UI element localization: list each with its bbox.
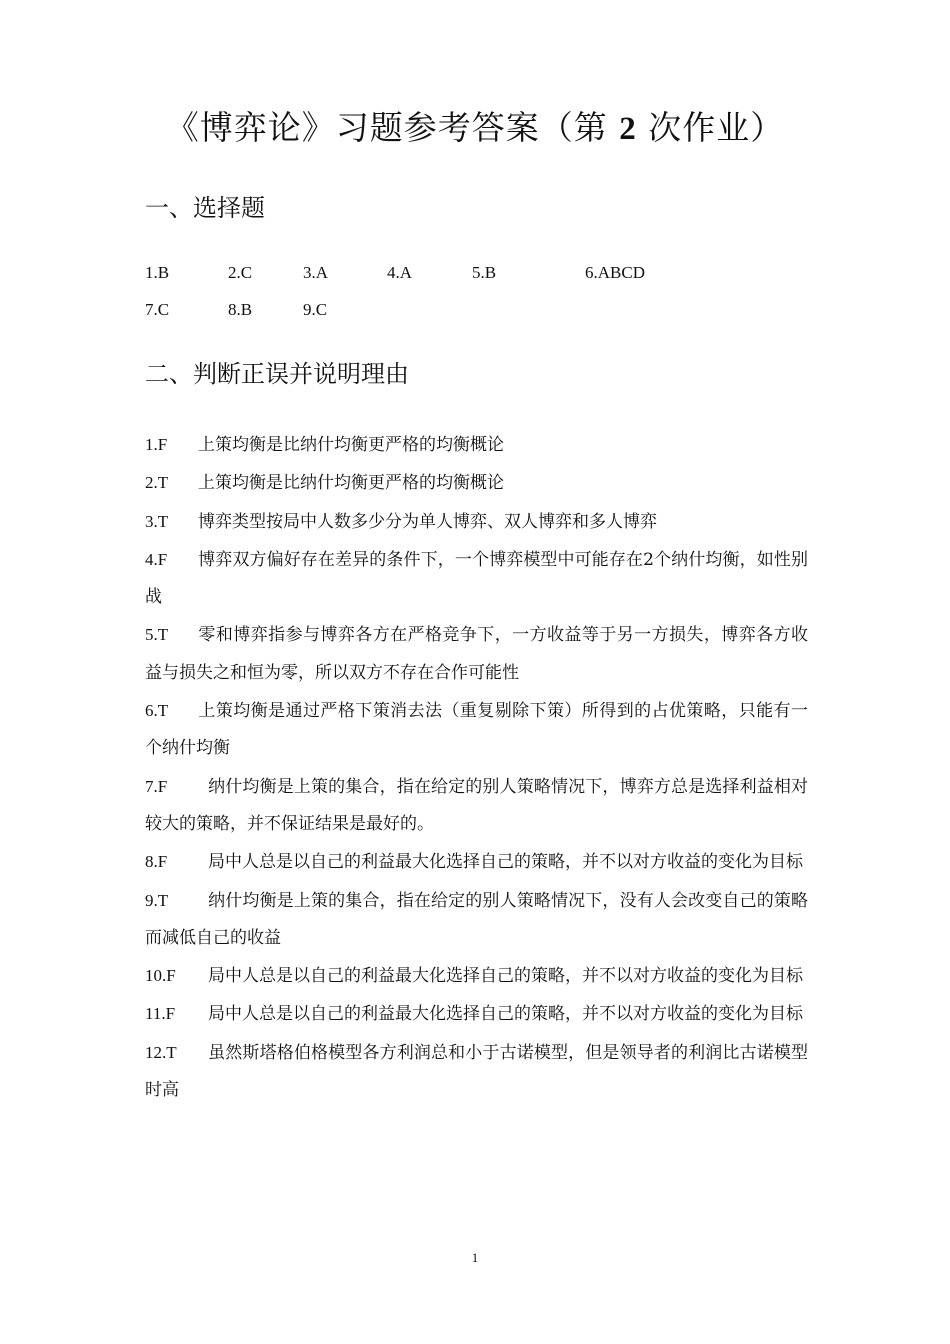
section-heading-true-false: 二、判断正误并说明理由 bbox=[145, 360, 409, 388]
mc-answer: 2.C bbox=[228, 263, 253, 282]
tf-explanation: 博弈类型按局中人数多少分为单人博弈、双人博弈和多人博弈 bbox=[198, 511, 657, 532]
tf-explanation: 上策均衡是比纳什均衡更严格的均衡概论 bbox=[198, 473, 504, 494]
tf-answer-label: 12.T bbox=[145, 1042, 177, 1062]
section-heading-multiple-choice: 一、选择题 bbox=[145, 194, 265, 222]
page-number: 1 bbox=[471, 1250, 479, 1265]
true-false-item bbox=[145, 1034, 808, 1110]
tf-explanation: 博弈双方偏好存在差异的条件下，一个博弈模型中可能存在2个纳什均衡，如性别战 bbox=[145, 549, 808, 608]
tf-answer-label: 3.T bbox=[145, 511, 169, 531]
tf-explanation: 纳什均衡是上策的集合，指在给定的别人策略情况下，博弈方总是选择利益相对较大的策略，并不保证结果是最好的。 bbox=[145, 776, 808, 834]
true-false-item bbox=[145, 768, 808, 844]
title-text-part1: 《博弈论》习题参考答案（第 bbox=[165, 108, 620, 147]
tf-answer-label: 5.T bbox=[145, 625, 169, 645]
tf-answer-label: 1.F bbox=[145, 435, 168, 454]
true-false-item bbox=[145, 503, 808, 541]
tf-answer-label: 6.T bbox=[145, 701, 169, 721]
true-false-item bbox=[145, 464, 808, 502]
mc-answer: 7.C bbox=[145, 300, 170, 319]
mc-answer: 1.B bbox=[145, 263, 170, 282]
tf-explanation: 纳什均衡是上策的集合，指在给定的别人策略情况下，没有人会改变自己的策略而减低自己的收益 bbox=[145, 890, 808, 948]
true-false-item bbox=[145, 957, 808, 995]
tf-answer-label: 8.F bbox=[145, 852, 168, 872]
mc-answer: 6.ABCD bbox=[585, 263, 645, 282]
tf-explanation: 上策均衡是通过严格下策消去法（重复剔除下策）所得到的占优策略，只能有一个纳什均衡 bbox=[145, 701, 808, 759]
document-title bbox=[0, 102, 950, 149]
tf-answer-label: 4.F bbox=[145, 549, 168, 569]
tf-answer-label: 7.F bbox=[145, 776, 168, 796]
tf-answer-label: 11.F bbox=[145, 1004, 176, 1024]
title-assignment-number: 2 bbox=[619, 111, 637, 147]
true-false-item bbox=[145, 616, 808, 692]
true-false-item bbox=[145, 692, 808, 768]
true-false-item bbox=[145, 995, 808, 1033]
mc-answer: 8.B bbox=[228, 300, 253, 319]
tf-answer-label: 9.T bbox=[145, 890, 169, 910]
tf-explanation: 局中人总是以自己的利益最大化选择自己的策略，并不以对方收益的变化为目标 bbox=[208, 966, 803, 987]
title-text-part2: 次作业） bbox=[636, 108, 785, 147]
mc-answer: 5.B bbox=[472, 263, 497, 282]
true-false-item bbox=[145, 426, 808, 464]
tf-answer-label: 10.F bbox=[145, 966, 176, 986]
tf-explanation: 局中人总是以自己的利益最大化选择自己的策略，并不以对方收益的变化为目标 bbox=[208, 1004, 803, 1025]
true-false-item bbox=[145, 843, 808, 881]
mc-answer: 4.A bbox=[387, 263, 413, 282]
mc-answer: 9.C bbox=[303, 300, 328, 319]
tf-explanation: 虽然斯塔格伯格模型各方利润总和小于古诺模型，但是领导者的利润比古诺模型时高 bbox=[145, 1042, 808, 1101]
tf-answer-label: 2.T bbox=[145, 473, 169, 493]
true-false-list bbox=[145, 426, 808, 1109]
true-false-item bbox=[145, 541, 808, 617]
mc-answer: 3.A bbox=[303, 263, 329, 282]
tf-explanation: 上策均衡是比纳什均衡更严格的均衡概论 bbox=[198, 435, 504, 455]
tf-explanation: 零和博弈指参与博弈各方在严格竞争下，一方收益等于另一方损失，博弈各方收益与损失之和恒为零，所以双方不存在合作可能性 bbox=[145, 625, 808, 683]
tf-explanation: 局中人总是以自己的利益最大化选择自己的策略，并不以对方收益的变化为目标 bbox=[208, 852, 803, 873]
true-false-item bbox=[145, 882, 808, 958]
